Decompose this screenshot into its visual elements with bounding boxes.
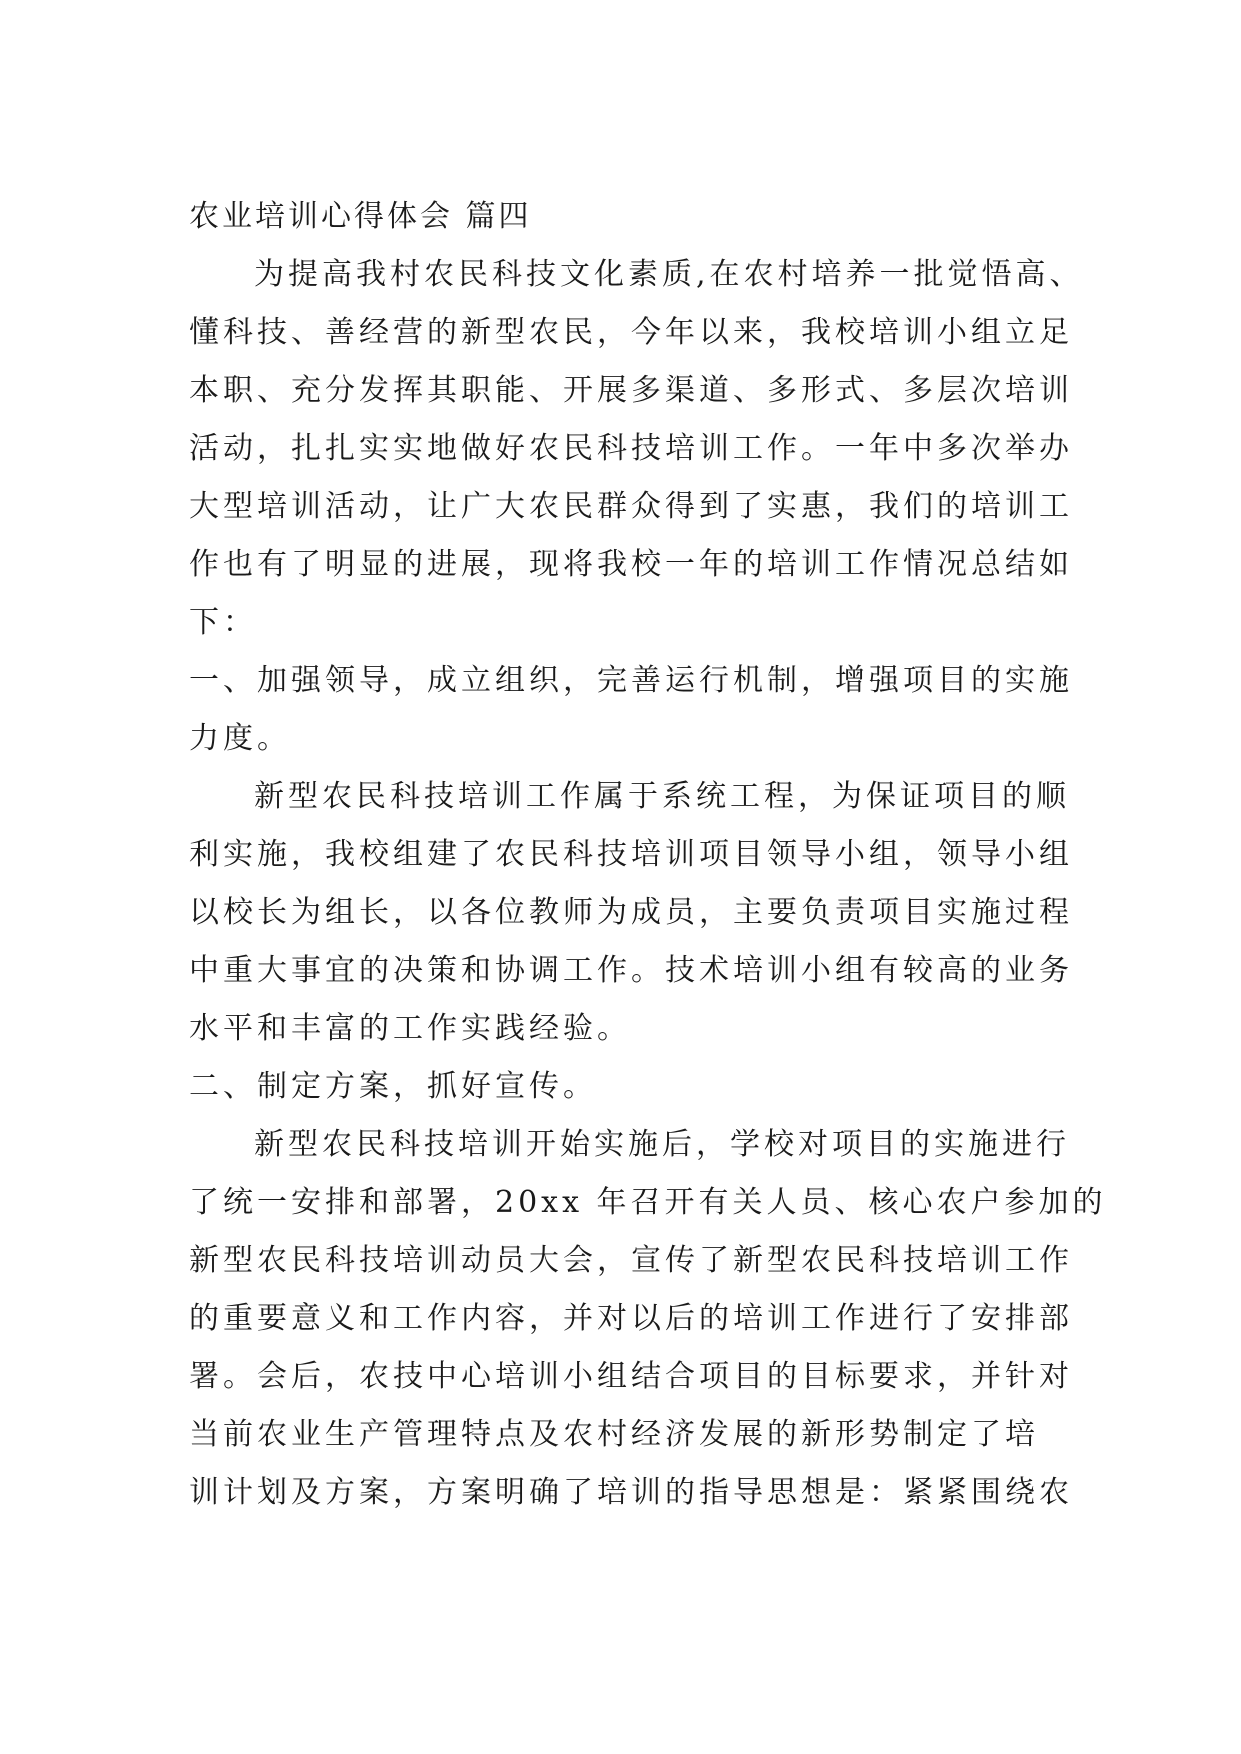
paragraph-line: 的重要意义和工作内容，并对以后的培训工作进行了安排部 (189, 1301, 1073, 1336)
paragraph-line: 新型农民科技培训动员大会，宣传了新型农民科技培训工作 (189, 1243, 1073, 1278)
paragraph-line: 本职、充分发挥其职能、开展多渠道、多形式、多层次培训 (189, 373, 1073, 408)
paragraph-line: 懂科技、善经营的新型农民，今年以来，我校培训小组立足 (189, 315, 1073, 350)
paragraph-line: 新型农民科技培训开始实施后，学校对项目的实施进行 (254, 1127, 1070, 1162)
paragraph-line: 活动，扎扎实实地做好农民科技培训工作。一年中多次举办 (189, 431, 1073, 466)
paragraph-line: 中重大事宜的决策和协调工作。技术培训小组有较高的业务 (189, 953, 1073, 988)
section-heading: 二、制定方案，抓好宣传。 (189, 1069, 597, 1104)
paragraph-line: 下： (189, 605, 257, 640)
paragraph-line: 新型农民科技培训工作属于系统工程，为保证项目的顺 (254, 779, 1070, 814)
paragraph-line: 为提高我村农民科技文化素质,在农村培养一批觉悟高、 (254, 257, 1084, 292)
section-heading: 一、加强领导，成立组织，完善运行机制，增强项目的实施 (189, 663, 1073, 698)
paragraph-line: 以校长为组长，以各位教师为成员，主要负责项目实施过程 (189, 895, 1073, 930)
section-heading: 力度。 (189, 721, 291, 756)
paragraph-line: 当前农业生产管理特点及农村经济发展的新形势制定了培 (189, 1417, 1039, 1452)
paragraph-line: 署。会后，农技中心培训小组结合项目的目标要求，并针对 (189, 1359, 1073, 1394)
paragraph-line: 大型培训活动，让广大农民群众得到了实惠，我们的培训工 (189, 489, 1073, 524)
paragraph-line: 作也有了明显的进展，现将我校一年的培训工作情况总结如 (189, 547, 1073, 582)
paragraph-line: 水平和丰富的工作实践经验。 (189, 1011, 631, 1046)
document-title: 农业培训心得体会 篇四 (189, 199, 532, 234)
paragraph-line: 了统一安排和部署，20xx 年召开有关人员、核心农户参加的 (189, 1185, 1107, 1220)
paragraph-line: 利实施，我校组建了农民科技培训项目领导小组，领导小组 (189, 837, 1073, 872)
paragraph-line: 训计划及方案，方案明确了培训的指导思想是：紧紧围绕农 (189, 1475, 1073, 1510)
